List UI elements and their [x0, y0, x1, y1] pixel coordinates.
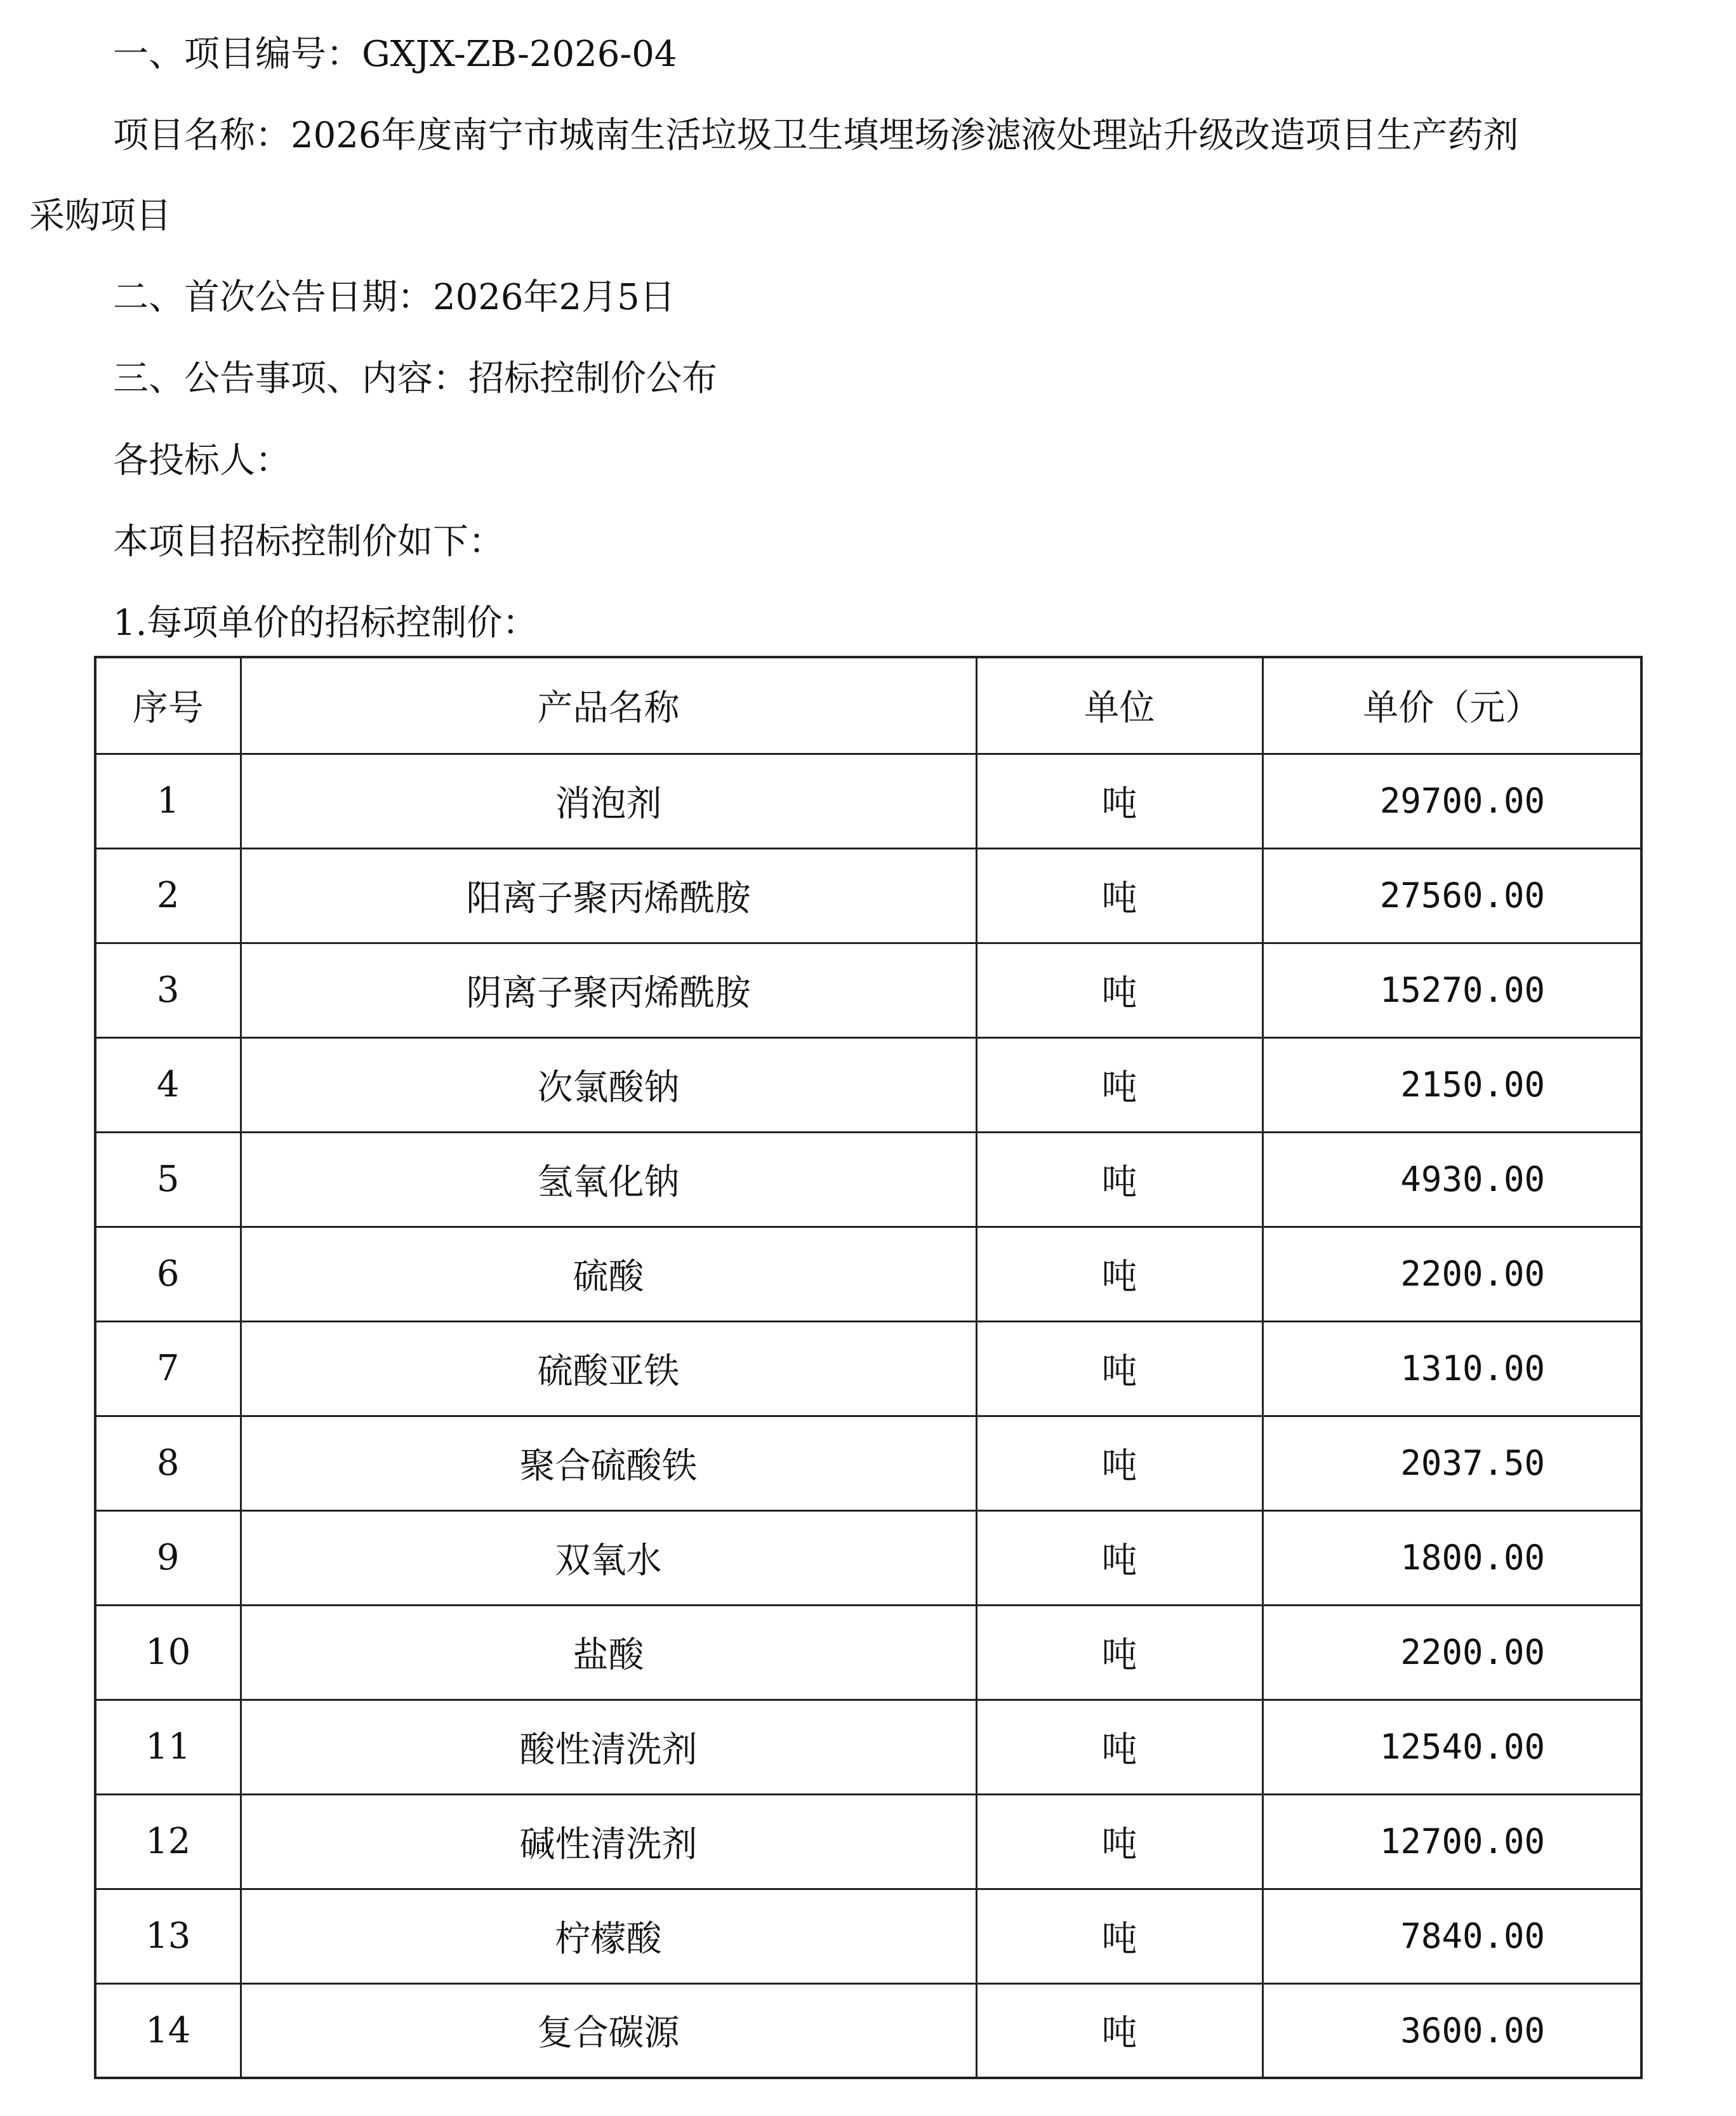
- table-row: [95, 1037, 1641, 1132]
- price-table: [94, 656, 1643, 2079]
- row-index: 7: [95, 1321, 241, 1416]
- row-index: 11: [95, 1700, 241, 1794]
- header-unit-price: 单价（元）: [1262, 657, 1641, 754]
- row-unit-price: 29700.00: [1262, 754, 1641, 848]
- table-row: [95, 1794, 1641, 1889]
- row-product-name: 消泡剂: [241, 754, 976, 848]
- row-index: 13: [95, 1889, 241, 1983]
- row-unit: 吨: [976, 1983, 1262, 2078]
- row-unit-price: 2200.00: [1262, 1605, 1641, 1700]
- row-product-name: 柠檬酸: [241, 1889, 976, 1983]
- row-unit: 吨: [976, 1510, 1262, 1605]
- table-row: [95, 848, 1641, 943]
- table-header-row: [95, 657, 1641, 754]
- table-row: [95, 1889, 1641, 1983]
- row-product-name: 复合碳源: [241, 1983, 976, 2078]
- row-unit: 吨: [976, 1605, 1262, 1700]
- row-product-name: 酸性清洗剂: [241, 1700, 976, 1794]
- header-product-name: 产品名称: [241, 657, 976, 754]
- row-product-name: 聚合硫酸铁: [241, 1416, 976, 1510]
- row-unit: 吨: [976, 943, 1262, 1037]
- row-unit-price: 27560.00: [1262, 848, 1641, 943]
- row-index: 14: [95, 1983, 241, 2078]
- row-index: 10: [95, 1605, 241, 1700]
- row-unit-price: 15270.00: [1262, 943, 1641, 1037]
- row-unit: 吨: [976, 1132, 1262, 1227]
- table-row: [95, 1321, 1641, 1416]
- row-unit: 吨: [976, 1037, 1262, 1132]
- row-index: 12: [95, 1794, 241, 1889]
- notice-matter: 三、公告事项、内容：招标控制价公布: [113, 358, 717, 399]
- row-unit: 吨: [976, 1794, 1262, 1889]
- row-index: 8: [95, 1416, 241, 1510]
- row-index: 1: [95, 754, 241, 848]
- header-unit: 单位: [976, 657, 1262, 754]
- row-index: 9: [95, 1510, 241, 1605]
- table-row: [95, 1510, 1641, 1605]
- row-index: 5: [95, 1132, 241, 1227]
- row-product-name: 盐酸: [241, 1605, 976, 1700]
- row-product-name: 次氯酸钠: [241, 1037, 976, 1132]
- row-unit-price: 3600.00: [1262, 1983, 1641, 2078]
- salutation: 各投标人：: [113, 440, 291, 481]
- row-product-name: 双氧水: [241, 1510, 976, 1605]
- row-unit-price: 12540.00: [1262, 1700, 1641, 1794]
- table-row: [95, 754, 1641, 848]
- header-index: 序号: [95, 657, 241, 754]
- project-number: 一、项目编号：GXJX-ZB-2026-04: [113, 34, 677, 75]
- row-index: 6: [95, 1227, 241, 1321]
- row-unit: 吨: [976, 1889, 1262, 1983]
- row-product-name: 碱性清洗剂: [241, 1794, 976, 1889]
- row-unit-price: 2200.00: [1262, 1227, 1641, 1321]
- table-row: [95, 1132, 1641, 1227]
- table-row: [95, 1227, 1641, 1321]
- row-product-name: 阳离子聚丙烯酰胺: [241, 848, 976, 943]
- table-row: [95, 1605, 1641, 1700]
- row-unit: 吨: [976, 1321, 1262, 1416]
- row-index: 4: [95, 1037, 241, 1132]
- table-row: [95, 1416, 1641, 1510]
- row-unit: 吨: [976, 1227, 1262, 1321]
- project-name-line2: 采购项目: [29, 196, 171, 237]
- row-unit-price: 7840.00: [1262, 1889, 1641, 1983]
- row-product-name: 硫酸亚铁: [241, 1321, 976, 1416]
- first-notice-date: 二、首次公告日期：2026年2月5日: [113, 277, 675, 318]
- row-unit-price: 4930.00: [1262, 1132, 1641, 1227]
- row-unit-price: 1800.00: [1262, 1510, 1641, 1605]
- row-unit: 吨: [976, 1416, 1262, 1510]
- row-product-name: 硫酸: [241, 1227, 976, 1321]
- row-unit-price: 12700.00: [1262, 1794, 1641, 1889]
- row-product-name: 氢氧化钠: [241, 1132, 976, 1227]
- row-product-name: 阴离子聚丙烯酰胺: [241, 943, 976, 1037]
- intro-text: 本项目招标控制价如下：: [113, 521, 504, 562]
- table-row: [95, 1983, 1641, 2078]
- row-unit-price: 1310.00: [1262, 1321, 1641, 1416]
- row-index: 2: [95, 848, 241, 943]
- section-title: 1.每项单价的招标控制价：: [113, 602, 538, 644]
- row-index: 3: [95, 943, 241, 1037]
- row-unit: 吨: [976, 1700, 1262, 1794]
- project-name-line1: 项目名称：2026年度南宁市城南生活垃圾卫生填埋场渗滤液处理站升级改造项目生产药剂: [113, 115, 1519, 156]
- table-row: [95, 943, 1641, 1037]
- row-unit: 吨: [976, 848, 1262, 943]
- row-unit: 吨: [976, 754, 1262, 848]
- row-unit-price: 2037.50: [1262, 1416, 1641, 1510]
- row-unit-price: 2150.00: [1262, 1037, 1641, 1132]
- table-row: [95, 1700, 1641, 1794]
